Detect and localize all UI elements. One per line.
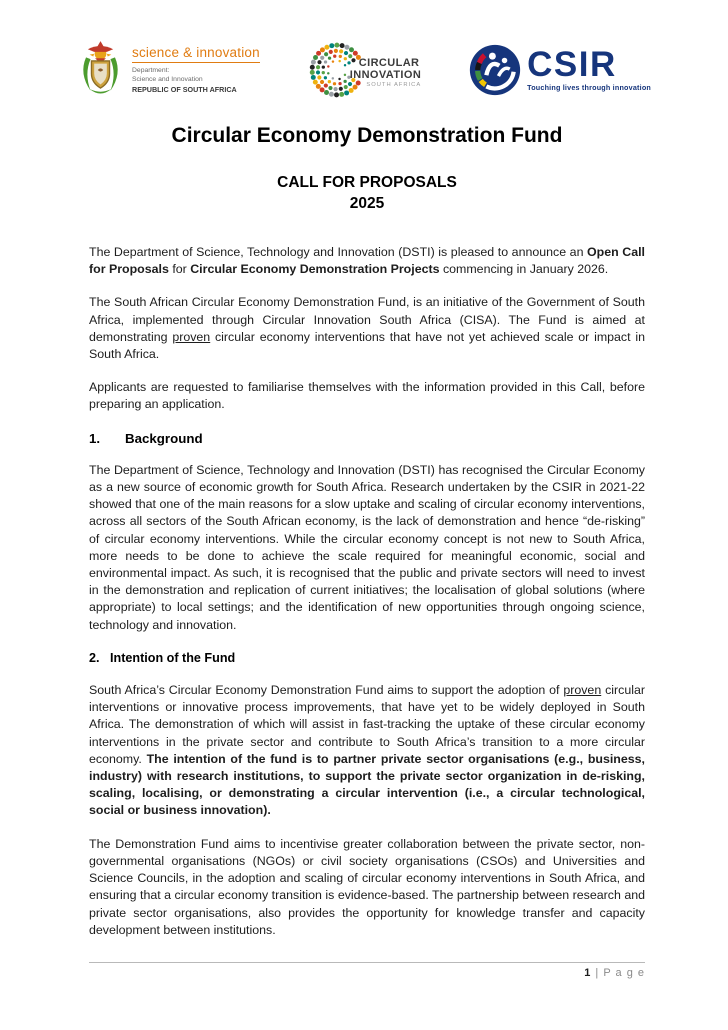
- section-number: 2.: [89, 650, 100, 665]
- dsi-dept-prefix: Department:: [132, 67, 170, 75]
- cisa-title-line1: CIRCULAR: [358, 56, 420, 69]
- paragraph-intro-2: The South African Circular Economy Demonstration Fund, is an initiative of the Government of South Africa, implemented through Circular Innovation South Africa (CISA). The Fund is aimed at demonstrating proven circular economy interventions that have not yet achieved scale or impact in South Africa.: [89, 295, 645, 362]
- cisa-logo-text: [350, 57, 421, 88]
- dsi-dept-name: Science and Innovation: [132, 76, 203, 84]
- logo-header: [77, 38, 651, 102]
- paragraph-intro-1: The Department of Science, Technology and Innovation (DSTI) is pleased to announce an Open Call for Proposals for Circular Economy Demonstration Projects commencing in January 2026.: [89, 245, 645, 277]
- dsi-country: REPUBLIC OF SOUTH AFRICA: [132, 84, 237, 94]
- subtitle-call-for-proposals: CALL FOR PROPOSALS: [277, 174, 457, 191]
- paragraph-collaboration: The Demonstration Fund aims to incentivise greater collaboration between the private sector, non-governmental organisations (NGOs) or civil society organisations (CSOs) and Universities and Science Councils, in the adoption and scaling of circular economy interventions in South Africa, and ensuring that a circular economy transition is evidence-based. The partnership between research and private sector organisations, also provides the opportunity for knowledge transfer and capacity development between institutions.: [89, 836, 645, 937]
- paragraph-background: The Department of Science, Technology and Innovation (DSTI) has recognised the Circular Economy as a new source of economic growth for South Africa. Research undertaken by the CSIR in 2021-22 showed that one of the main reasons for a slow uptake and scaling of circular economy interventions, across all sectors of the South African economy, is the lack of demonstration and hence “de-risking” of circular economy interventions. While the circular economy concept is not new to South Africa, more needs to be done to achieve the scale required for meaningful economic, social and environmental impact. As such, it is recognised that the public and private sectors will need to invest in the demonstration and replication of current initiatives; the localisation of global solutions (where appropriate) to local settings; and the identification of new opportunities through ongoing science, technology and innovation.: [89, 462, 645, 632]
- document-title: Circular Economy Demonstration Fund: [171, 124, 563, 147]
- section-title: Background: [125, 430, 203, 446]
- subtitle-year: 2025: [349, 195, 385, 212]
- page-word: P a g e: [603, 967, 645, 979]
- dsi-brand-name: science & innovation: [132, 45, 260, 61]
- page-footer: [89, 962, 645, 979]
- csir-name: CSIR: [527, 45, 617, 85]
- cisa-logo: [308, 41, 421, 99]
- sa-coat-of-arms-icon: [77, 40, 124, 100]
- document-body: [89, 244, 645, 939]
- csir-logo-text: [527, 45, 651, 92]
- dsi-logo-text: [132, 45, 260, 94]
- cisa-title-line2: INNOVATION: [349, 68, 422, 81]
- csir-logo: [469, 44, 651, 96]
- page-number-label: [89, 967, 645, 979]
- paragraph-intention: South Africa’s Circular Economy Demonstration Fund aims to support the adoption of proven circular interventions or innovative process improvements, that have yet to be widely deployed in South Africa. The demonstration of which will assist in fast-tracking the uptake of these circular economy interventions in the private sector and contribute to South Africa’s transition to a more circular economy. The intention of the fund is to partner private sector organisations (e.g., business, industry) with research institutions, to support the private sector organization in de-risking, scaling, localising, or demonstrating a circular intervention (i.e., a circular technological, social or business innovation).: [89, 683, 645, 818]
- dsi-logo: [77, 40, 260, 100]
- paragraph-intro-3: Applicants are requested to familiarise themselves with the information provided in this Call, before preparing an application.: [89, 380, 645, 412]
- csir-emblem-icon: [469, 44, 521, 96]
- footer-divider-line: [89, 962, 645, 963]
- section-number: 1.: [89, 430, 101, 446]
- cisa-subtitle: SOUTH AFRICA: [366, 81, 422, 88]
- section-heading-intention: [89, 650, 645, 667]
- page-number-separator: |: [595, 967, 600, 979]
- dsi-divider-line: [132, 62, 260, 63]
- csir-tagline: Touching lives through innovation: [527, 82, 651, 92]
- document-subtitle: [89, 172, 645, 214]
- section-title: Intention of the Fund: [110, 650, 236, 665]
- page-number: 1: [584, 967, 592, 979]
- section-heading-background: [89, 430, 645, 447]
